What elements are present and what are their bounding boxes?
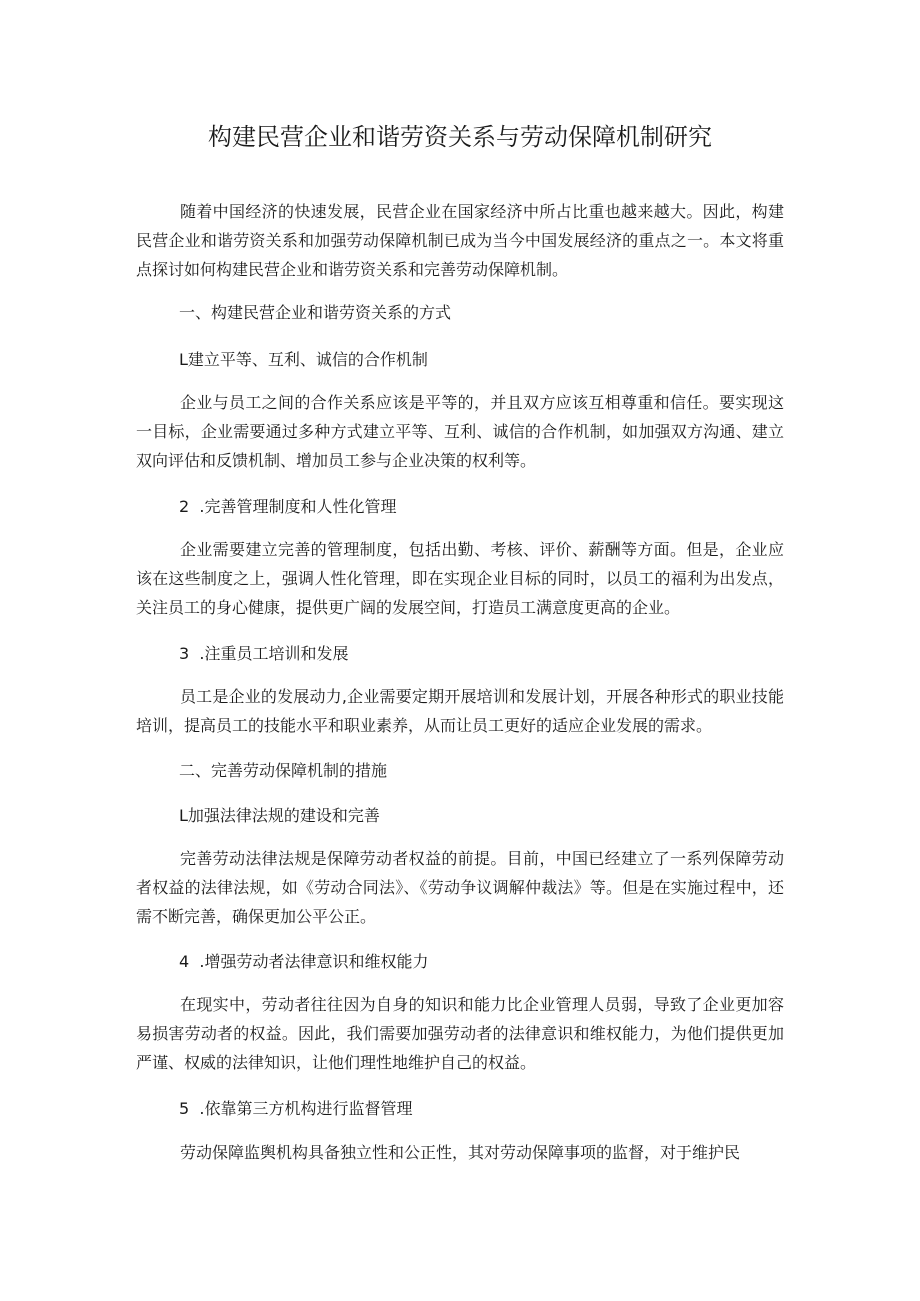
section-heading-1: 一、构建民营企业和谐劳资关系的方式 [179,303,452,322]
body-paragraph-6: 劳动保障监舆机构具备独立性和公正性，其对劳动保障事项的监督，对于维护民 [180,1143,741,1162]
section-heading-2: 二、完善劳动保障机制的措施 [179,761,388,780]
subsection-heading-2-3: 5 .依靠第三方机构进行监督管理 [179,1099,413,1118]
body-paragraph-5: 在现实中，劳动者往往因为自身的知识和能力比企业管理人员弱，导致了企业更加容易损害劳动者的权益。因此，我们需要加强劳动者的法律意识和维权能力，为他们提供更加严谨、权威的法律知识，让他们理性地维护自己的权益。 [136,995,784,1072]
body-paragraph-3: 员工是企业的发展动力,企业需要定期开展培训和发展计划，开展各种形式的职业技能培训，提高员工的技能水平和职业素养，从而让员工更好的适应企业发展的需求。 [136,687,784,735]
subsection-heading-2-2: 4 .增强劳动者法律意识和维权能力 [179,952,429,971]
intro-paragraph: 随着中国经济的快速发展，民营企业在国家经济中所占比重也越来越大。因此，构建民营企业和谐劳资关系和加强劳动保障机制已成为当今中国发展经济的重点之一。本文将重点探讨如何构建民营企业和谐劳资关系和完善劳动保障机制。 [136,202,784,279]
subsection-heading-1-3: 3 .注重员工培训和发展 [179,644,349,663]
body-paragraph-2: 企业需要建立完善的管理制度，包括出勤、考核、评价、薪酬等方面。但是，企业应该在这些制度之上，强调人性化管理，即在实现企业目标的同时，以员工的福利为出发点，关注员工的身心健康，提供更广阔的发展空间，打造员工满意度更高的企业。 [136,540,784,617]
body-paragraph-4: 完善劳动法律法规是保障劳动者权益的前提。目前，中国已经建立了一系列保障劳动者权益的法律法规，如《劳动合同法》、《劳动争议调解仲裁法》等。但是在实施过程中，还需不断完善，确保更加公平公正。 [136,849,784,926]
subsection-heading-1-2: 2 .完善管理制度和人性化管理 [179,497,397,516]
subsection-heading-1-1: L建立平等、互利、诚信的合作机制 [179,350,428,369]
subsection-heading-2-1: L加强法律法规的建设和完善 [179,806,380,825]
document-title: 构建民营企业和谐劳资关系与劳动保障机制研究 [208,123,712,151]
body-paragraph-1: 企业与员工之间的合作关系应该是平等的，并且双方应该互相尊重和信任。要实现这一目标，企业需要通过多种方式建立平等、互利、诚信的合作机制，如加强双方沟通、建立双向评估和反馈机制、增加员工参与企业决策的权利等。 [136,393,784,470]
